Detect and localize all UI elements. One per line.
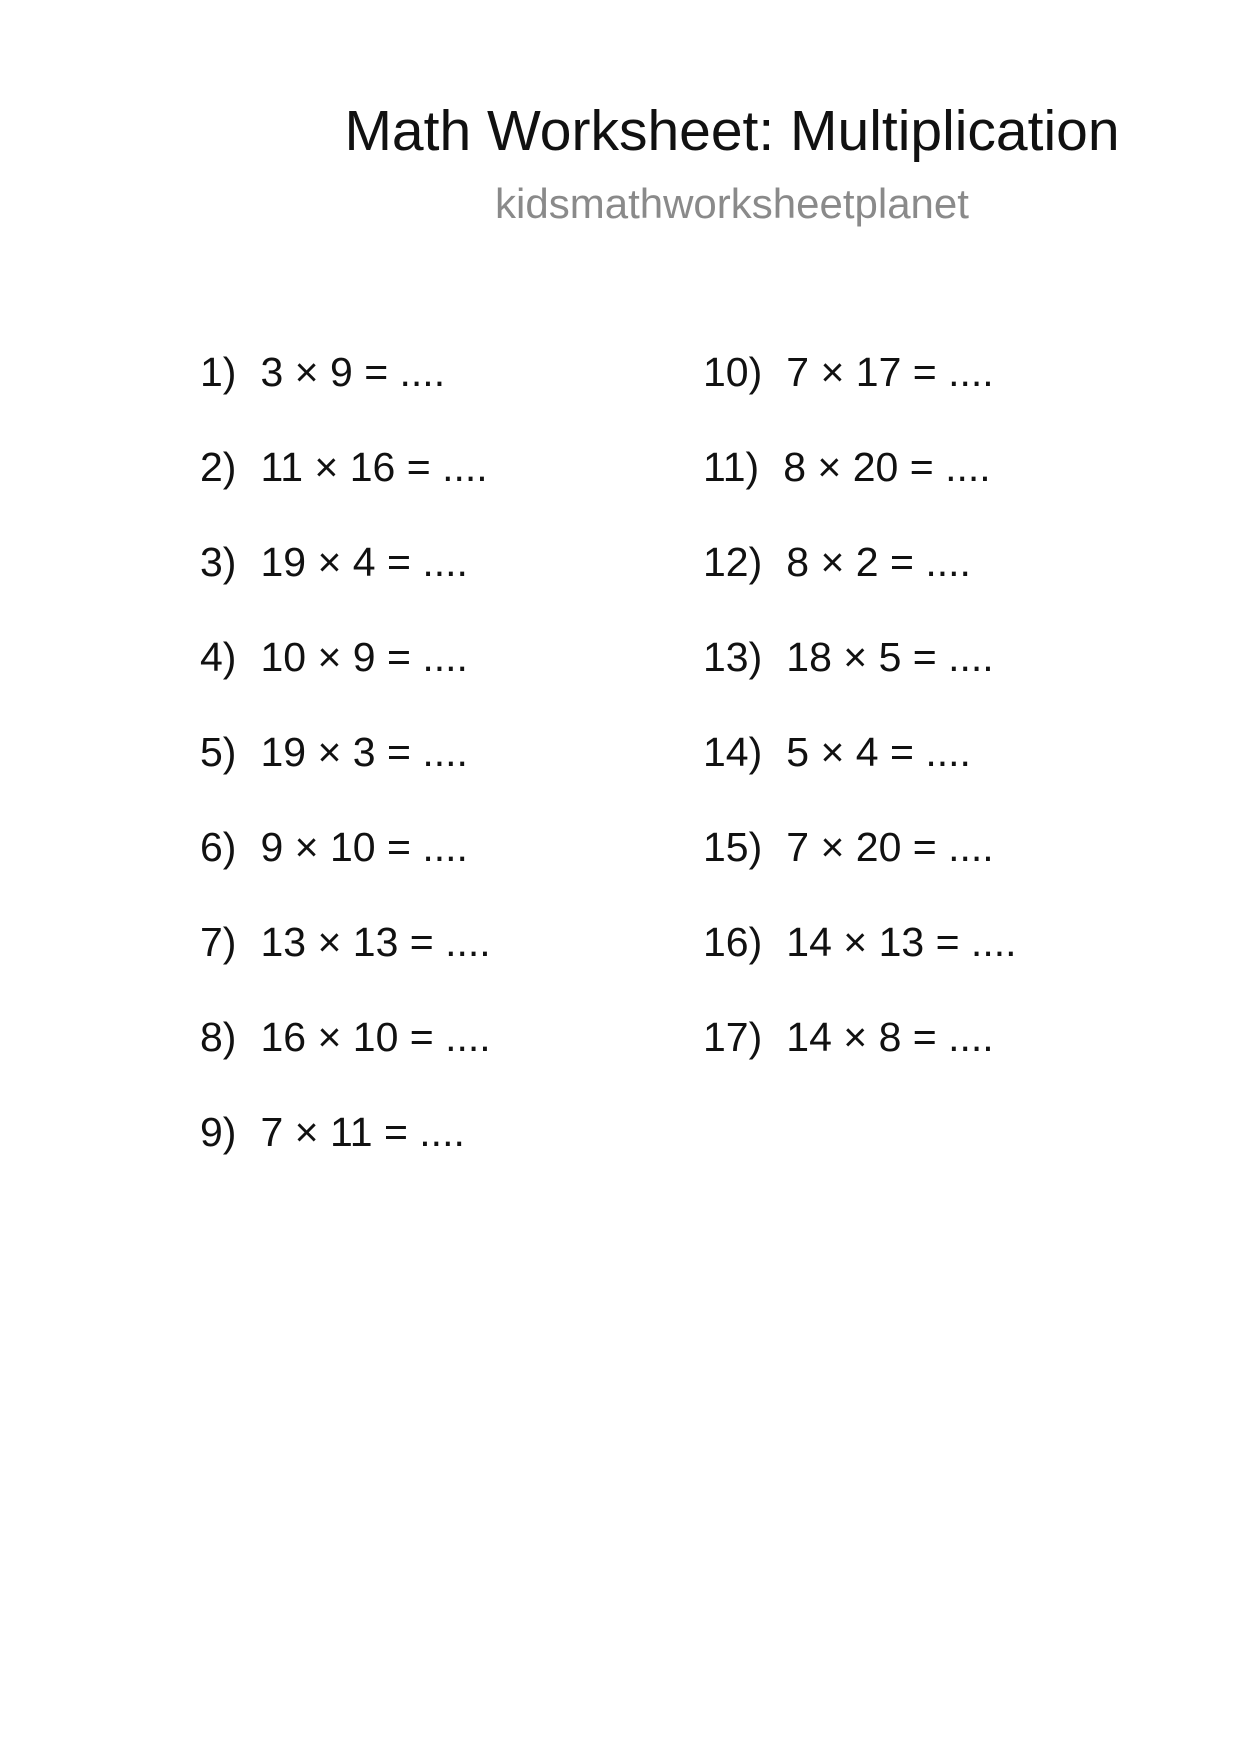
problem-item — [200, 346, 680, 441]
problem-number: 8) — [200, 1014, 237, 1060]
problem-number: 11) — [703, 444, 760, 490]
problem-item — [703, 726, 1183, 821]
problem-item — [200, 916, 680, 1011]
problem-item — [703, 916, 1183, 1011]
problem-item — [200, 821, 680, 916]
problem-number: 15) — [703, 824, 763, 870]
problem-expression: 7 × 11 = .... — [260, 1109, 465, 1155]
problem-item — [200, 536, 680, 631]
problem-item — [200, 631, 680, 726]
problem-number: 9) — [200, 1109, 237, 1155]
page-title: Math Worksheet: Multiplication — [344, 99, 1120, 163]
problem-number: 17) — [703, 1014, 763, 1060]
problem-expression: 16 × 10 = .... — [260, 1014, 491, 1060]
problem-number: 1) — [200, 349, 237, 395]
problem-item — [703, 536, 1183, 631]
problem-item — [703, 1011, 1183, 1106]
problem-number: 12) — [703, 539, 763, 585]
problem-expression: 10 × 9 = .... — [260, 634, 468, 680]
problem-item — [703, 346, 1183, 441]
problem-number: 14) — [703, 729, 763, 775]
problem-item — [200, 726, 680, 821]
problem-column-right — [703, 346, 1183, 1106]
problem-number: 10) — [703, 349, 763, 395]
problem-expression: 14 × 13 = .... — [786, 919, 1017, 965]
problem-item — [200, 441, 680, 536]
problem-expression: 7 × 17 = .... — [786, 349, 994, 395]
problem-number: 16) — [703, 919, 763, 965]
problem-item — [200, 1011, 680, 1106]
problem-expression: 11 × 16 = .... — [260, 444, 488, 490]
problem-number: 5) — [200, 729, 237, 775]
problem-number: 3) — [200, 539, 237, 585]
problem-number: 2) — [200, 444, 237, 490]
problem-item — [703, 821, 1183, 916]
problem-column-left — [200, 346, 680, 1201]
problem-expression: 5 × 4 = .... — [786, 729, 971, 775]
site-name: kidsmathworksheetplanet — [495, 180, 969, 227]
problem-expression: 19 × 4 = .... — [260, 539, 468, 585]
problem-expression: 19 × 3 = .... — [260, 729, 468, 775]
problem-item — [703, 631, 1183, 726]
problem-number: 7) — [200, 919, 237, 965]
problem-expression: 9 × 10 = .... — [260, 824, 468, 870]
problem-expression: 7 × 20 = .... — [786, 824, 994, 870]
problem-item — [703, 441, 1183, 536]
problem-number: 13) — [703, 634, 763, 680]
problem-expression: 18 × 5 = .... — [786, 634, 994, 680]
worksheet-header — [322, 96, 1142, 230]
problem-item — [200, 1106, 680, 1201]
problem-expression: 8 × 2 = .... — [786, 539, 971, 585]
problem-number: 6) — [200, 824, 237, 870]
problem-expression: 13 × 13 = .... — [260, 919, 491, 965]
problem-expression: 14 × 8 = .... — [786, 1014, 994, 1060]
problem-number: 4) — [200, 634, 237, 680]
problem-expression: 8 × 20 = .... — [783, 444, 991, 490]
problem-expression: 3 × 9 = .... — [260, 349, 446, 395]
